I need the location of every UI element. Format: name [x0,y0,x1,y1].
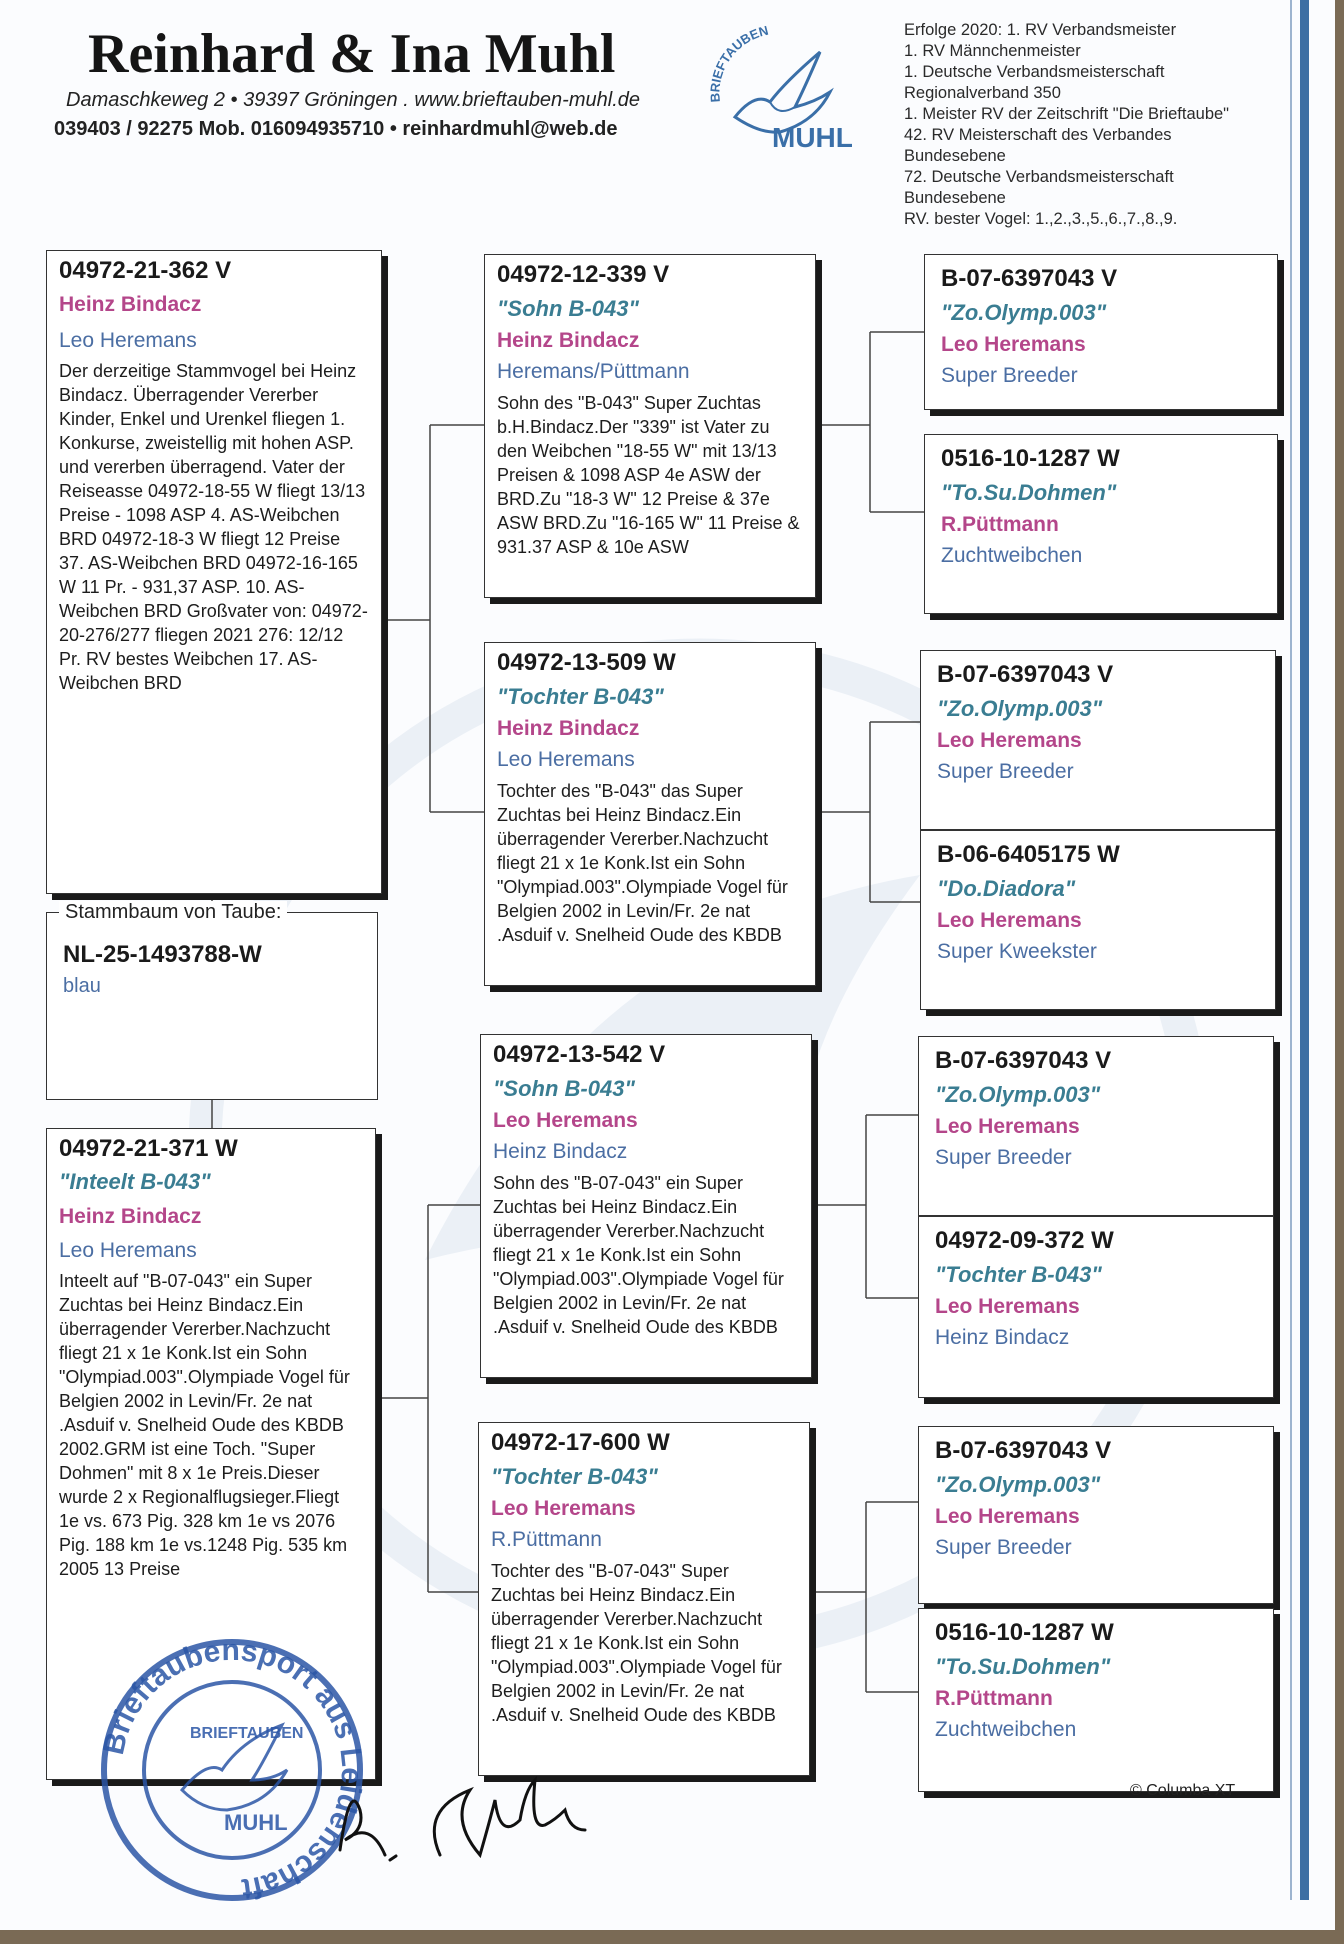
great-grandparent-card-1[interactable] [924,254,1278,410]
pigeon-ring: NL-25-1493788-W [63,941,262,968]
pgm-breeder: Heinz Bindacz [497,717,640,740]
svg-text:BRIEFTAUBEN [707,23,770,103]
gg7-nickname: "Zo.Olymp.003" [935,1472,1101,1497]
success-line: Regionalverband 350 [904,84,1061,102]
mother-nickname: "Inteelt B-043" [59,1169,211,1194]
gg8-second: Zuchtweibchen [935,1718,1077,1741]
mother-note: Inteelt auf "B-07-043" ein Super Zuchtas bei Heinz Bindacz.Ein überragender Vererber.Nachzucht fliegt 21 x 1e Konk.Ist ein Sohn "Olympiad.003".Olympiade Vogel für Belgien 2002 in Levin/Fr. 2e nat .Asduif v. Snelheid Oude des KBDB 2002.GRM ist eine Toch. "Super Dohmen" mit 8 x 1e Preis.Dieser wurde 2 x Regionalflugsieger.Fliegt 1e vs. 673 Pig. 328 km 1e vs 2076 Pig. 188 km 1e vs.1248 Pig. 535 km 2005 13 Preise [59,1271,350,1579]
gg4-second: Super Kweekster [937,940,1097,963]
pgm-note: Tochter des "B-043" das Super Zuchtas bei Heinz Bindacz.Ein überragender Vererber.Nachzucht fliegt 21 x 1e Konk.Ist ein Sohn "Olympiad.003".Olympiade Vogel für Belgien 2002 in Levin/Fr. 2e nat .Asduif v. Snelheid Oude des KBDB [497,781,788,945]
copyright: © Columba XT [1130,1782,1236,1799]
success-line: 42. RV Meisterschaft des Verbandes [904,126,1172,144]
paternal-grandfather-card[interactable] [484,254,816,598]
father-card[interactable] [46,250,382,894]
gg8-breeder: R.Püttmann [935,1687,1053,1710]
gg6-nickname: "Tochter B-043" [935,1262,1102,1287]
stamp-inner-top: BRIEFTAUBEN [190,1725,304,1742]
mgf-breeder: Leo Heremans [493,1109,638,1132]
gg3-second: Super Breeder [937,760,1074,783]
pigeon-label: Stammbaum von Taube: [59,901,287,924]
mgm-nickname: "Tochter B-043" [491,1464,658,1489]
gg1-second: Super Breeder [941,364,1078,387]
gg6-ring: 04972-09-372 W [935,1227,1114,1254]
pigeon-color: blau [63,975,101,997]
success-line: Bundesebene [904,189,1006,207]
paternal-grandmother-card[interactable] [484,642,816,986]
great-grandparent-card-8[interactable] [918,1608,1274,1792]
gg3-ring: B-07-6397043 V [937,661,1114,688]
edge-stripe-thin [1290,0,1292,1900]
success-line: Erfolge 2020: 1. RV Verbandsmeister [904,21,1177,39]
logo-text-top: BRIEFTAUBEN [707,22,770,103]
mgm-second-breeder: R.Püttmann [491,1528,602,1551]
gg1-ring: B-07-6397043 V [941,265,1118,292]
gg4-ring: B-06-6405175 W [937,841,1120,868]
gg2-breeder: R.Püttmann [941,513,1059,536]
gg2-nickname: "To.Su.Dohmen" [941,480,1117,505]
success-line: 72. Deutsche Verbandsmeisterschaft [904,168,1174,186]
gg7-second: Super Breeder [935,1536,1072,1559]
gg4-breeder: Leo Heremans [937,909,1082,932]
mother-second-breeder: Leo Heremans [59,1239,197,1262]
gg1-nickname: "Zo.Olymp.003" [941,300,1107,325]
pgf-breeder: Heinz Bindacz [497,329,640,352]
mother-ring: 04972-21-371 W [59,1135,238,1162]
mgf-note: Sohn des "B-07-043" ein Super Zuchtas bei Heinz Bindacz.Ein überragender Vererber.Nachzucht fliegt 21 x 1e Konk.Ist ein Sohn "Olympiad.003".Olympiade Vogel für Belgien 2002 in Levin/Fr. 2e nat .Asduif v. Snelheid Oude des KBDB [493,1173,784,1337]
pgm-second-breeder: Leo Heremans [497,748,635,771]
mgf-ring: 04972-13-542 V [493,1041,666,1068]
mother-breeder: Heinz Bindacz [59,1205,202,1228]
gg8-nickname: "To.Su.Dohmen" [935,1654,1111,1679]
breeder-address: Damaschkeweg 2 • 39397 Gröningen . www.brieftauben-muhl.de [66,89,640,111]
pigeon-logo [700,22,860,172]
gg5-breeder: Leo Heremans [935,1115,1080,1138]
gg6-second: Heinz Bindacz [935,1326,1070,1349]
father-second-breeder: Leo Heremans [59,329,197,352]
mgm-breeder: Leo Heremans [491,1497,636,1520]
father-ring: 04972-21-362 V [59,257,232,284]
gg2-ring: 0516-10-1287 W [941,445,1120,472]
gg8-ring: 0516-10-1287 W [935,1619,1114,1646]
mgf-second-breeder: Heinz Bindacz [493,1140,628,1163]
great-grandparent-card-3[interactable] [920,650,1276,830]
gg5-second: Super Breeder [935,1146,1072,1169]
great-grandparent-card-2[interactable] [924,434,1278,614]
edge-stripe [1300,0,1309,1900]
pgf-nickname: "Sohn B-043" [497,296,639,321]
success-line: 1. RV Männchenmeister [904,42,1081,60]
mgm-ring: 04972-17-600 W [491,1429,670,1456]
pgf-second-breeder: Heremans/Püttmann [497,360,690,383]
stamp-outer-text: Brieftaubensport aus Leidenschaft [96,1633,369,1906]
pgf-ring: 04972-12-339 V [497,261,670,288]
success-list [904,20,1284,230]
gg6-breeder: Leo Heremans [935,1295,1080,1318]
gg1-breeder: Leo Heremans [941,333,1086,356]
success-line: Bundesebene [904,147,1006,165]
pgf-note: Sohn des "B-043" Super Zuchtas b.H.Bindacz.Der "339" ist Vater zu den Weibchen "18-55 W" mit 13/13 Preisen & 1098 ASP 4e ASW der BRD.Zu "18-3 W" 12 Preise & 37e ASW BRD.Zu "16-165 W" 11 Preise & 931.37 ASP & 10e ASW [497,393,800,557]
great-grandparent-card-6[interactable] [918,1216,1274,1398]
father-breeder: Heinz Bindacz [59,293,202,316]
logo-text-bottom: MUHL [772,122,853,153]
pgm-nickname: "Tochter B-043" [497,684,664,709]
father-note: Der derzeitige Stammvogel bei Heinz Bindacz. Überragender Vererber Kinder, Enkel und Urenkel fliegen 1. Konkurse, zweistellig mit hohen ASP. und vererben überragend. Vater der Reiseasse 04972-18-55 W fliegt 13/13 Preise - 1098 ASP 4. AS-Weibchen BRD 04972-18-3 W fliegt 12 Preise 37. AS-Weibchen BRD 04972-16-165 W 11 Pr. - 931,37 ASP. 10. AS-Weibchen BRD Großvater von: 04972-20-276/277 fliegen 2021 276: 12/12 Pr. RV bestes Weibchen 17. AS-Weibchen BRD [59,361,368,693]
maternal-grandmother-card[interactable] [478,1422,810,1776]
gg5-ring: B-07-6397043 V [935,1047,1112,1074]
svg-text:Brieftaubensport aus Leidensch [97,1634,368,1906]
signature [330,1760,600,1870]
great-grandparent-card-4[interactable] [920,830,1276,1010]
gg2-second: Zuchtweibchen [941,544,1083,567]
breeder-name: Reinhard & Ina Muhl [88,23,616,85]
gg7-ring: B-07-6397043 V [935,1437,1112,1464]
breeder-contact: 039403 / 92275 Mob. 016094935710 • reinhardmuhl@web.de [54,118,618,140]
stamp-inner-bottom: MUHL [224,1810,288,1835]
great-grandparent-card-5[interactable] [918,1036,1274,1216]
gg5-nickname: "Zo.Olymp.003" [935,1082,1101,1107]
pigeon-card[interactable] [46,901,378,1100]
gg4-nickname: "Do.Diadora" [937,876,1076,901]
mgf-nickname: "Sohn B-043" [493,1076,635,1101]
gg3-nickname: "Zo.Olymp.003" [937,696,1103,721]
mgm-note: Tochter des "B-07-043" Super Zuchtas bei Heinz Bindacz.Ein überragender Vererber.Nachzucht fliegt 21 x 1e Konk.Ist ein Sohn "Olympiad.003".Olympiade Vogel für Belgien 2002 in Levin/Fr. 2e nat .Asduif v. Snelheid Oude des KBDB [491,1561,782,1725]
great-grandparent-card-7[interactable] [918,1426,1274,1604]
gg3-breeder: Leo Heremans [937,729,1082,752]
maternal-grandfather-card[interactable] [480,1034,812,1378]
gg7-breeder: Leo Heremans [935,1505,1080,1528]
success-line: 1. Deutsche Verbandsmeisterschaft [904,63,1165,81]
pgm-ring: 04972-13-509 W [497,649,676,676]
success-line: 1. Meister RV der Zeitschrift "Die Brieftaube" [904,105,1230,123]
success-line: RV. bester Vogel: 1.,2.,3.,5.,6.,7.,8.,9. [904,210,1178,228]
